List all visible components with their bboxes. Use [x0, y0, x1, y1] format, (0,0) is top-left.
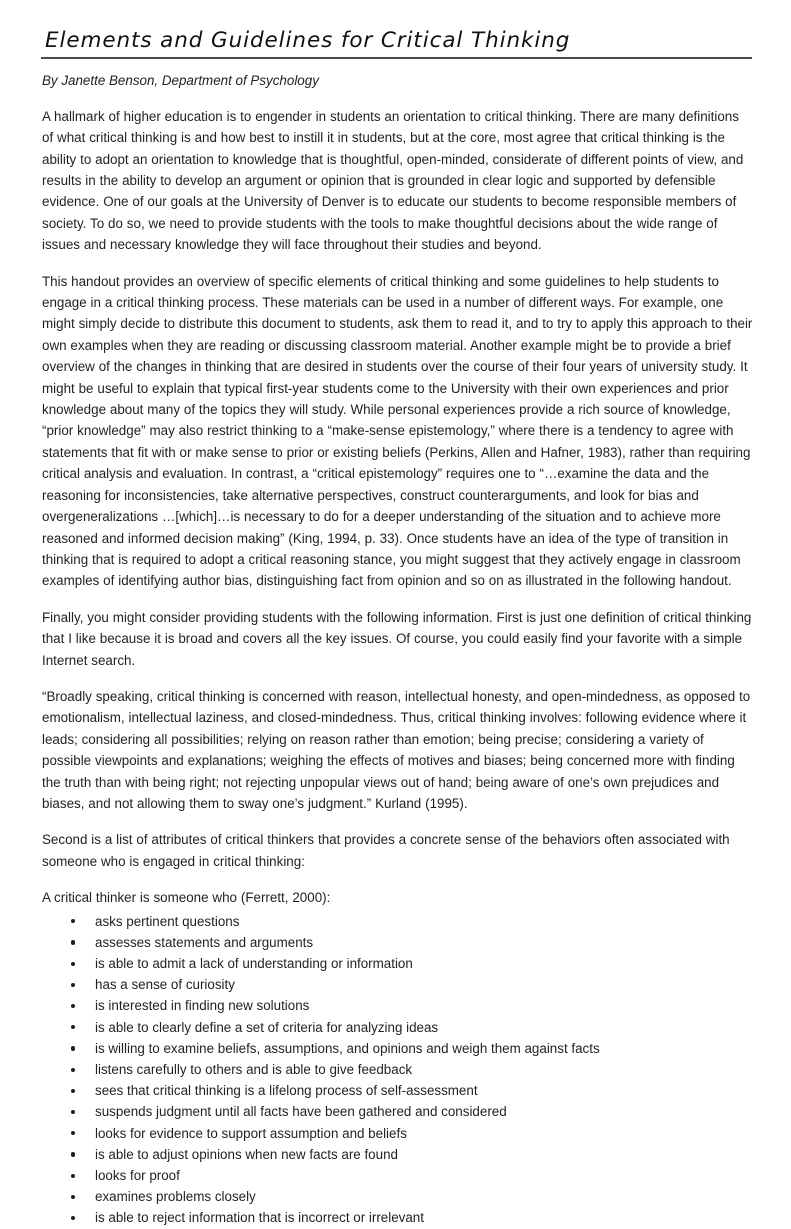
bullet-icon	[71, 1174, 75, 1178]
paragraph-ferrett-lead-in: A critical thinker is someone who (Ferrett, 2000):	[42, 890, 331, 906]
list-item	[41, 1207, 753, 1228]
paragraph-intro: A hallmark of higher education is to engender in students an orientation to critical thinking. There are many definitions of what critical thinking is and how best to instill it in students, but at the core, most agree that critical thinking is the ability to adopt an orientation to knowledge that is thoughtful, open-minded, considerate of different points of view, and results in the ability to develop an argument or opinion that is grounded in clear logic and supported by defensible evidence. One of our goals at the University of Denver is to educate our students to become responsible members of society. To do so, we need to provide students with the tools to make thoughtful decisions about the wide range of issues and necessary knowledge they will face throughout their studies and beyond.	[42, 108, 744, 253]
list-item-label: examines problems closely	[95, 1189, 256, 1205]
list-item-label: is able to adjust opinions when new facts are found	[95, 1146, 398, 1162]
paragraph-finally: Finally, you might consider providing students with the following information. First is just one definition of critical thinking that I like because it is broad and covers all the key issues. Of course, you could easily find your favorite with a simple Internet search.	[42, 609, 752, 668]
list-item-label: looks for proof	[95, 1168, 180, 1184]
list-item	[41, 974, 753, 995]
list-item-label: sees that critical thinking is a lifelong process of self-assessment	[95, 1083, 478, 1099]
bullet-icon	[71, 1195, 75, 1199]
list-item	[41, 1144, 753, 1165]
bullet-icon	[71, 962, 75, 966]
bullet-icon	[71, 940, 75, 944]
list-item	[41, 1165, 753, 1186]
list-item-label: suspends judgment until all facts have been gathered and considered	[95, 1104, 507, 1120]
list-item	[41, 1186, 753, 1207]
list-item-label: looks for evidence to support assumption and beliefs	[95, 1125, 407, 1141]
list-item	[41, 1080, 753, 1101]
bullet-icon	[71, 919, 75, 923]
bullet-icon	[71, 1089, 75, 1093]
list-item	[41, 995, 753, 1016]
paragraph-handout-overview: This handout provides an overview of specific elements of critical thinking and some guidelines to help students to engage in a critical thinking process. These materials can be used in a number of different ways. For example, one might simply decide to distribute this document to students, ask them to read it, and to try to apply this approach to their own examples when they are reading or discussing classroom material. Another example might be to provide a brief overview of the changes in thinking that are desired in students over the course of their four years of university study. It might be useful to explain that typical first-year students come to the University with their own experiences and prior knowledge about many of the topics they will study. While personal experiences provide a rich source of knowledge, “prior knowledge” may also restrict thinking to a “make-sense epistemology,” where there is a tendency to agree with statements that fit with or make sense to prior or existing beliefs (Perkins, Allen and Hafner, 1983), rather than requiring critical analysis and evaluation. In contrast, a “critical epistemology” requires one to “…examine the data and the reasoning for inconsistencies, take alternative perspectives, construct counterarguments, and look for bias and overgeneralizations …[which]…is necessary to do for a deeper understanding of the situation and to achieve more reasoned and informed decision making” (King, 1994, p. 33). Once students have an idea of the type of transition in thinking that is required to adopt a critical reasoning stance, you might suggest that they actively engage in classroom examples of identifying author bias, distinguishing fact from opinion and so on as illustrated in the following handout.	[42, 273, 753, 589]
critical-thinker-attribute-list	[41, 911, 753, 1229]
list-item	[41, 932, 753, 953]
bullet-icon	[71, 1068, 75, 1072]
list-item-label: has a sense of curiosity	[95, 977, 235, 993]
list-item	[41, 1059, 753, 1080]
bullet-icon	[71, 1046, 75, 1050]
bullet-icon	[71, 1216, 75, 1220]
document-content	[41, 28, 753, 1229]
list-item	[41, 1038, 753, 1059]
bullet-icon	[71, 1004, 75, 1008]
author-byline: By Janette Benson, Department of Psychology	[42, 73, 319, 89]
list-item	[41, 1101, 753, 1122]
list-item-label: listens carefully to others and is able to give feedback	[95, 1062, 413, 1078]
list-item	[41, 953, 753, 974]
list-item	[41, 1017, 753, 1038]
bullet-icon	[71, 1131, 75, 1135]
list-item-label: is able to admit a lack of understanding or information	[95, 956, 413, 972]
title-divider	[41, 57, 752, 59]
bullet-icon	[71, 983, 75, 987]
list-item-label: asks pertinent questions	[95, 913, 240, 929]
list-item	[41, 1123, 753, 1144]
list-item-label: is willing to examine beliefs, assumptions, and opinions and weigh them against facts	[95, 1040, 600, 1056]
bullet-icon	[71, 1152, 75, 1156]
bullet-icon	[71, 1025, 75, 1029]
list-item-label: is able to reject information that is incorrect or irrelevant	[95, 1210, 424, 1226]
list-item	[41, 911, 753, 932]
paragraph-kurland-quote: “Broadly speaking, critical thinking is concerned with reason, intellectual honesty, and open-mindedness, as opposed to emotionalism, intellectual laziness, and closed-mindedness. Thus, critical thinking involves: following evidence where it leads; considering all possibilities; relying on reason rather than emotion; being precise; considering a variety of possible viewpoints and explanations; weighing the effects of motives and biases; being concerned more with finding the truth than with being right; not rejecting unpopular views out of hand; being aware of one’s own prejudices and biases, and not allowing them to sway one’s judgment.” Kurland (1995).	[42, 688, 751, 811]
paragraph-attributes-intro: Second is a list of attributes of critical thinkers that provides a concrete sense of the behaviors often associated with someone who is engaged in critical thinking:	[42, 832, 730, 869]
list-item-label: is interested in finding new solutions	[95, 998, 310, 1014]
page-title: Elements and Guidelines for Critical Thinking	[45, 28, 571, 53]
bullet-icon	[71, 1110, 75, 1114]
list-item-label: is able to clearly define a set of criteria for analyzing ideas	[95, 1019, 439, 1035]
list-item-label: assesses statements and arguments	[95, 934, 314, 950]
